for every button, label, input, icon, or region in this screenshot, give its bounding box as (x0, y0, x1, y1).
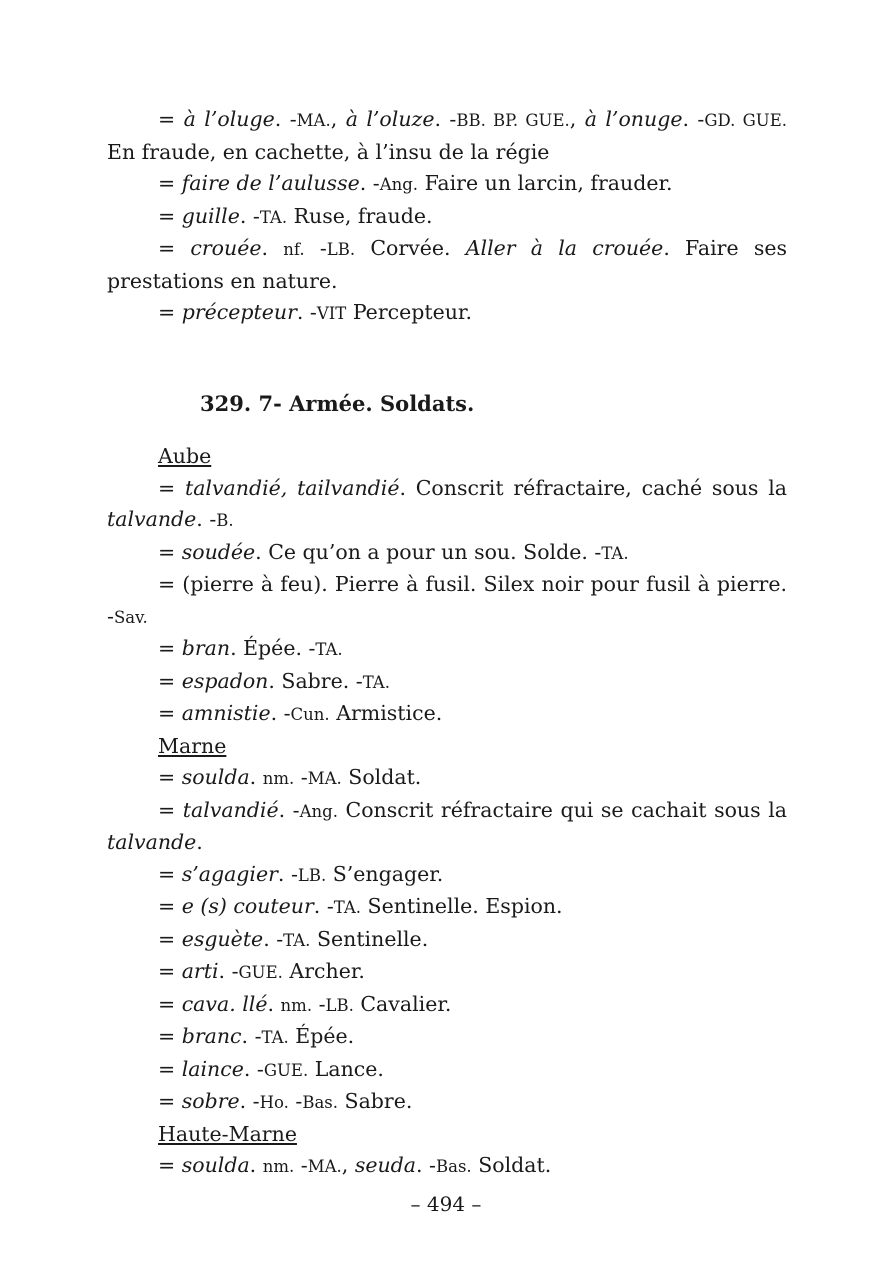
entry-arti: = arti. -GUE. Archer. (158, 959, 365, 983)
region-aube: Aube (158, 444, 212, 468)
page-number: – 494 – (410, 1192, 482, 1216)
entry-oluge: = à l’oluge. -MA., à l’oluze. -BB. BP. GUE., à l’onuge. -GD. GUE. En fraude, en cachette, à l’insu de la régie (107, 107, 787, 164)
entry-pierre-a-feu: = (pierre à feu). Pierre à fusil. Silex noir pour fusil à pierre. -Sav. (107, 572, 787, 628)
entry-escouteur: = e (s) couteur. -TA. Sentinelle. Espion. (158, 894, 563, 918)
entry-espadon: = espadon. Sabre. -TA. (158, 668, 390, 693)
entry-crouee: = crouée. nf. -LB. Corvée. Aller à la crouée. Faire ses prestations en nature. (107, 236, 787, 293)
entry-cavalle: = cava. llé. nm. -LB. Cavalier. (158, 991, 452, 1016)
page-body (107, 104, 787, 1183)
entry-aulusse: = faire de l’aulusse. -Ang. Faire un larcin, frauder. (158, 171, 673, 195)
entry-talvandie: = talvandié, tailvandié. Conscrit réfractaire, caché sous la talvande. -B. (107, 475, 787, 531)
entry-sagagier: = s’agagier. -LB. S’engager. (158, 861, 444, 886)
entry-bran: = bran. Épée. -TA. (158, 636, 343, 660)
entry-sobre: = sobre. -Ho. -Bas. Sabre. (158, 1089, 413, 1113)
entry-amnistie: = amnistie. -Cun. Armistice. (158, 701, 443, 725)
region-marne: Marne (158, 733, 227, 758)
entry-talvandie-marne: = talvandié. -Ang. Conscrit réfractaire qui se cachait sous la talvande. (107, 797, 787, 854)
entry-guille: = guille. -TA. Ruse, fraude. (158, 203, 433, 228)
region-haute-marne: Haute-Marne (158, 1121, 297, 1146)
entry-soulda-hm: = soulda. nm. -MA., seuda. -Bas. Soldat. (158, 1153, 552, 1177)
entry-precepteur: = précepteur. -VIT Percepteur. (158, 300, 472, 324)
entry-soulda: = soulda. nm. -MA. Soldat. (158, 765, 422, 789)
entry-soudee: = soudée. Ce qu’on a pour un sou. Solde. -TA. (158, 539, 629, 564)
entry-laince: = laince. -GUE. Lance. (158, 1056, 384, 1081)
entry-branc: = branc. -TA. Épée. (158, 1024, 355, 1048)
entry-esguete: = esguète. -TA. Sentinelle. (158, 926, 429, 951)
section-heading: 329. 7- Armée. Soldats. (200, 390, 475, 416)
